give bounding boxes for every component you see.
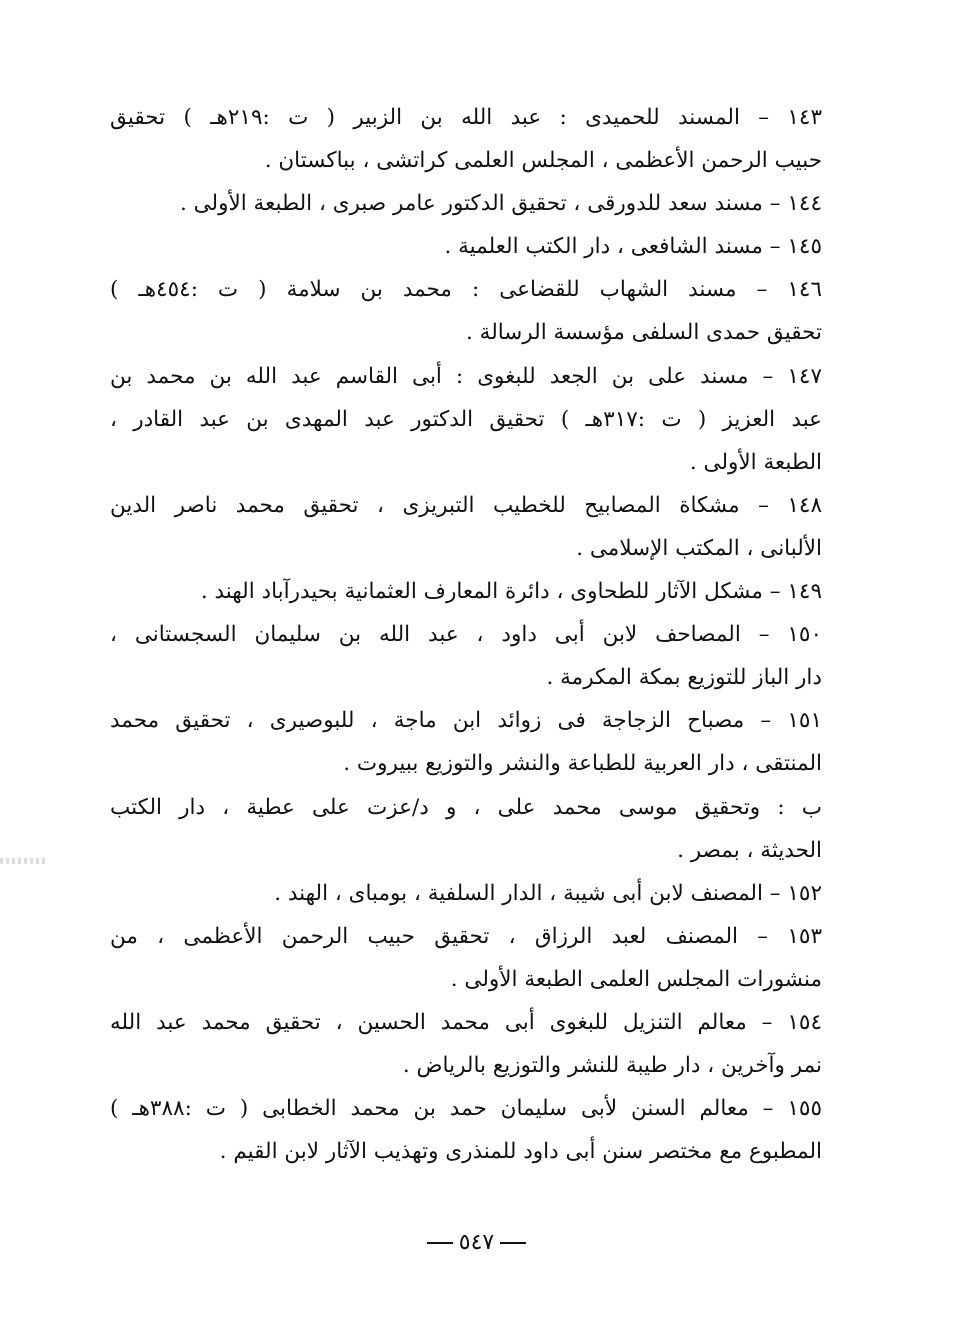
bibliography-entry-148	[110, 484, 822, 570]
entry-line: ١٥٣ – المصنف لعبد الرزاق ، تحقيق حبيب الرحمن الأعظمى ، من	[110, 923, 822, 949]
entry-line: ١٤٣ – المسند للحميدى : عبد الله بن الزبير ( ت :٢١٩هـ ) تحقيق	[110, 105, 822, 130]
entry-line: المطبوع مع مختصر سنن أبى داود للمنذرى وتهذيب الآثار لابن القيم .	[219, 1139, 822, 1165]
entry-line: ١٥٥ – معالم السنن لأبى سليمان حمد بن محمد الخطابى ( ت :٣٨٨هـ )	[110, 1096, 822, 1122]
entry-line: ١٥٤ – معالم التنزيل للبغوى أبى محمد الحسين ، تحقيق محمد عبد الله	[110, 1009, 822, 1035]
entry-line: الحديثة ، بمصر .	[677, 837, 822, 863]
bibliography-entry-152	[110, 872, 822, 915]
entry-line: المنتقى ، دار العربية للطباعة والنشر والتوزيع ببيروت .	[343, 751, 822, 777]
bibliography-entry-154	[110, 1001, 822, 1087]
entry-line: ١٥٠ – المصاحف لابن أبى داود ، عبد الله بن سليمان السجستانى ،	[110, 622, 822, 648]
entry-line: ١٤٨ – مشكاة المصابيح للخطيب التبريزى ، تحقيق محمد ناصر الدين	[110, 492, 822, 518]
bibliography-page	[110, 96, 822, 1236]
bibliography-entry-145	[110, 225, 822, 268]
page-footer	[0, 1230, 953, 1255]
entry-line: ١٤٦ – مسند الشهاب للقضاعى : محمد بن سلامة ( ت :٤٥٤هـ )	[110, 277, 822, 303]
bibliography-entry-150	[110, 613, 822, 699]
footer-dash-right	[427, 1242, 453, 1244]
bibliography-entry-147	[110, 355, 822, 484]
entry-line: ١٥٢ – المصنف لابن أبى شيبة ، الدار السلفية ، بومباى ، الهند .	[274, 880, 822, 906]
entry-line: ١٤٩ – مشكل الآثار للطحاوى ، دائرة المعارف العثمانية بحيدرآباد الهند .	[200, 579, 822, 605]
entry-line: ١٥١ – مصباح الزجاجة فى زوائد ابن ماجة ، للبوصيرى ، تحقيق محمد	[110, 708, 822, 734]
entry-line: ١٤٤ – مسند سعد للدورقى ، تحقيق الدكتور عامر صبرى ، الطبعة الأولى .	[179, 191, 822, 217]
bibliography-entry-146	[110, 268, 822, 354]
entry-line: الطبعة الأولى .	[689, 449, 822, 475]
bibliography-entry-149	[110, 570, 822, 613]
scan-artifact	[0, 858, 46, 864]
bibliography-entry-144	[110, 182, 822, 225]
entry-line: عبد العزيز ( ت :٣١٧هـ ) تحقيق الدكتور عبد المهدى بن عبد القادر ،	[110, 406, 822, 432]
bibliography-entry-151	[110, 699, 822, 871]
bibliography-entry-153	[110, 915, 822, 1001]
entry-line: تحقيق حمدى السلفى مؤسسة الرسالة .	[466, 320, 822, 346]
entry-line: ب : وتحقيق موسى محمد على ، و د/عزت على عطية ، دار الكتب	[110, 794, 822, 820]
entry-line: دار الباز للتوزيع بمكة المكرمة .	[546, 665, 822, 691]
footer-dash-left	[500, 1242, 526, 1244]
entry-line: نمر وآخرين ، دار طيبة للنشر والتوزيع بالرياض .	[402, 1053, 822, 1079]
entry-line: ١٤٥ – مسند الشافعى ، دار الكتب العلمية .	[444, 234, 822, 260]
entry-line: حبيب الرحمن الأعظمى ، المجلس العلمى كراتشى ، بباكستان .	[264, 148, 822, 174]
entry-line: منشورات المجلس العلمى الطبعة الأولى .	[450, 966, 822, 992]
page-number: ٥٤٧	[458, 1230, 495, 1255]
entry-line: ١٤٧ – مسند على بن الجعد للبغوى : أبى القاسم عبد الله بن محمد بن	[110, 363, 822, 389]
bibliography-entry-143	[110, 96, 822, 182]
bibliography-entry-155	[110, 1087, 822, 1173]
entry-line: الألبانى ، المكتب الإسلامى .	[576, 535, 822, 561]
